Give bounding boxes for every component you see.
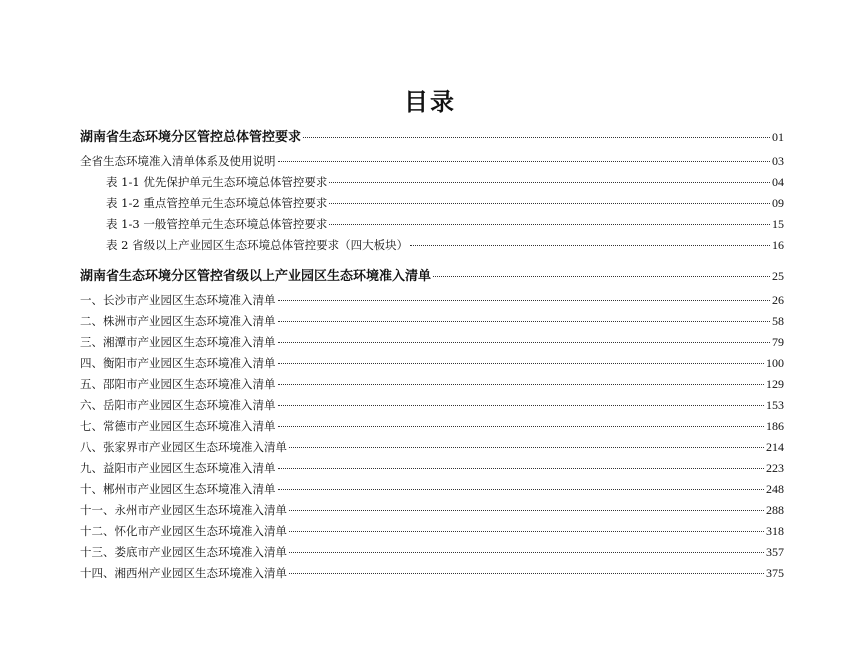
dot-leader xyxy=(289,552,764,553)
toc-entry-label: 十四、湘西州产业园区生态环境准入清单 xyxy=(80,566,287,580)
toc-entry-page: 09 xyxy=(772,196,784,210)
toc-entry-label: 十、郴州市产业园区生态环境准入清单 xyxy=(80,482,276,496)
toc-entry[interactable] xyxy=(80,375,784,393)
dot-leader xyxy=(278,321,771,322)
toc-entry[interactable] xyxy=(80,236,784,254)
toc-entry-label: 十二、怀化市产业园区生态环境准入清单 xyxy=(80,524,287,538)
dot-leader xyxy=(278,384,765,385)
toc-entry-label: 七、常德市产业园区生态环境准入清单 xyxy=(80,419,276,433)
dot-leader xyxy=(278,363,765,364)
dot-leader xyxy=(278,468,765,469)
toc-entry-label: 湖南省生态环境分区管控总体管控要求 xyxy=(80,130,302,145)
toc-entry-label: 二、株洲市产业园区生态环境准入清单 xyxy=(80,314,276,328)
toc-entry-page: 153 xyxy=(766,398,784,412)
toc-entry-label: 表 2 省级以上产业园区生态环境总体管控要求（四大板块） xyxy=(106,238,409,252)
toc-entry[interactable] xyxy=(80,501,784,519)
toc-entry-page: 248 xyxy=(766,482,784,496)
toc-entry-page: 100 xyxy=(766,356,784,370)
toc-entry-label: 十一、永州市产业园区生态环境准入清单 xyxy=(80,503,287,517)
page-title: 目录 xyxy=(404,88,456,116)
dot-leader xyxy=(329,203,770,204)
dot-leader xyxy=(278,489,765,490)
toc-entry-page: 58 xyxy=(772,314,784,328)
toc-entry[interactable] xyxy=(80,173,784,191)
toc-entry[interactable] xyxy=(80,215,784,233)
toc-entry-label: 五、邵阳市产业园区生态环境准入清单 xyxy=(80,377,276,391)
toc-entry-page: 25 xyxy=(772,269,784,283)
dot-leader xyxy=(329,224,770,225)
dot-leader xyxy=(278,405,765,406)
toc-entry[interactable] xyxy=(80,522,784,540)
toc-entry-label: 九、益阳市产业园区生态环境准入清单 xyxy=(80,461,276,475)
toc-entry-label: 全省生态环境准入清单体系及使用说明 xyxy=(80,154,276,168)
dot-leader xyxy=(289,447,764,448)
toc-entry-label: 四、衡阳市产业园区生态环境准入清单 xyxy=(80,356,276,370)
dot-leader xyxy=(289,573,764,574)
dot-leader xyxy=(289,531,764,532)
toc-entry-page: 318 xyxy=(766,524,784,538)
dot-leader xyxy=(278,426,765,427)
toc-entry-label: 十三、娄底市产业园区生态环境准入清单 xyxy=(80,545,287,559)
toc-entry-page: 03 xyxy=(772,154,784,168)
toc-entry-label: 六、岳阳市产业园区生态环境准入清单 xyxy=(80,398,276,412)
dot-leader xyxy=(278,342,771,343)
dot-leader xyxy=(278,300,771,301)
toc-entry[interactable] xyxy=(80,354,784,372)
toc-entry[interactable] xyxy=(80,459,784,477)
dot-leader xyxy=(433,276,770,277)
toc-entry-label: 一、长沙市产业园区生态环境准入清单 xyxy=(80,293,276,307)
toc-entry-page: 01 xyxy=(772,130,784,144)
toc-entry[interactable] xyxy=(80,480,784,498)
toc-entry-label: 三、湘潭市产业园区生态环境准入清单 xyxy=(80,335,276,349)
toc-entry-page: 186 xyxy=(766,419,784,433)
toc-entry-label: 湖南省生态环境分区管控省级以上产业园区生态环境准入清单 xyxy=(80,269,432,284)
dot-leader xyxy=(278,161,771,162)
toc-entry[interactable] xyxy=(80,312,784,330)
toc-entry-page: 375 xyxy=(766,566,784,580)
toc-entry-page: 04 xyxy=(772,175,784,189)
toc-entry-label: 表 1-2 重点管控单元生态环境总体管控要求 xyxy=(106,196,328,210)
toc-entry[interactable] xyxy=(80,564,784,582)
toc-entry-label: 表 1-3 一般管控单元生态环境总体管控要求 xyxy=(106,217,328,231)
dot-leader xyxy=(303,137,770,138)
toc-entry-page: 129 xyxy=(766,377,784,391)
toc-entry-page: 223 xyxy=(766,461,784,475)
toc-entry[interactable] xyxy=(80,417,784,435)
toc-entry[interactable] xyxy=(80,333,784,351)
toc-entry-section-2[interactable] xyxy=(80,267,784,285)
toc-entry-label: 表 1-1 优先保护单元生态环境总体管控要求 xyxy=(106,175,328,189)
toc-entry[interactable] xyxy=(80,291,784,309)
toc-entry-page: 357 xyxy=(766,545,784,559)
dot-leader xyxy=(289,510,764,511)
toc-entry[interactable] xyxy=(80,152,784,170)
toc-entry-label: 八、张家界市产业园区生态环境准入清单 xyxy=(80,440,287,454)
toc-entry-page: 16 xyxy=(772,238,784,252)
toc-entry-section-1[interactable] xyxy=(80,128,784,146)
toc-entry-page: 214 xyxy=(766,440,784,454)
toc-entry[interactable] xyxy=(80,543,784,561)
dot-leader xyxy=(410,245,770,246)
dot-leader xyxy=(329,182,770,183)
toc-entry-page: 15 xyxy=(772,217,784,231)
toc-entry-page: 26 xyxy=(772,293,784,307)
toc-entry[interactable] xyxy=(80,194,784,212)
toc-entry-page: 79 xyxy=(772,335,784,349)
toc-entry[interactable] xyxy=(80,438,784,456)
toc-entry[interactable] xyxy=(80,396,784,414)
toc-entry-page: 288 xyxy=(766,503,784,517)
